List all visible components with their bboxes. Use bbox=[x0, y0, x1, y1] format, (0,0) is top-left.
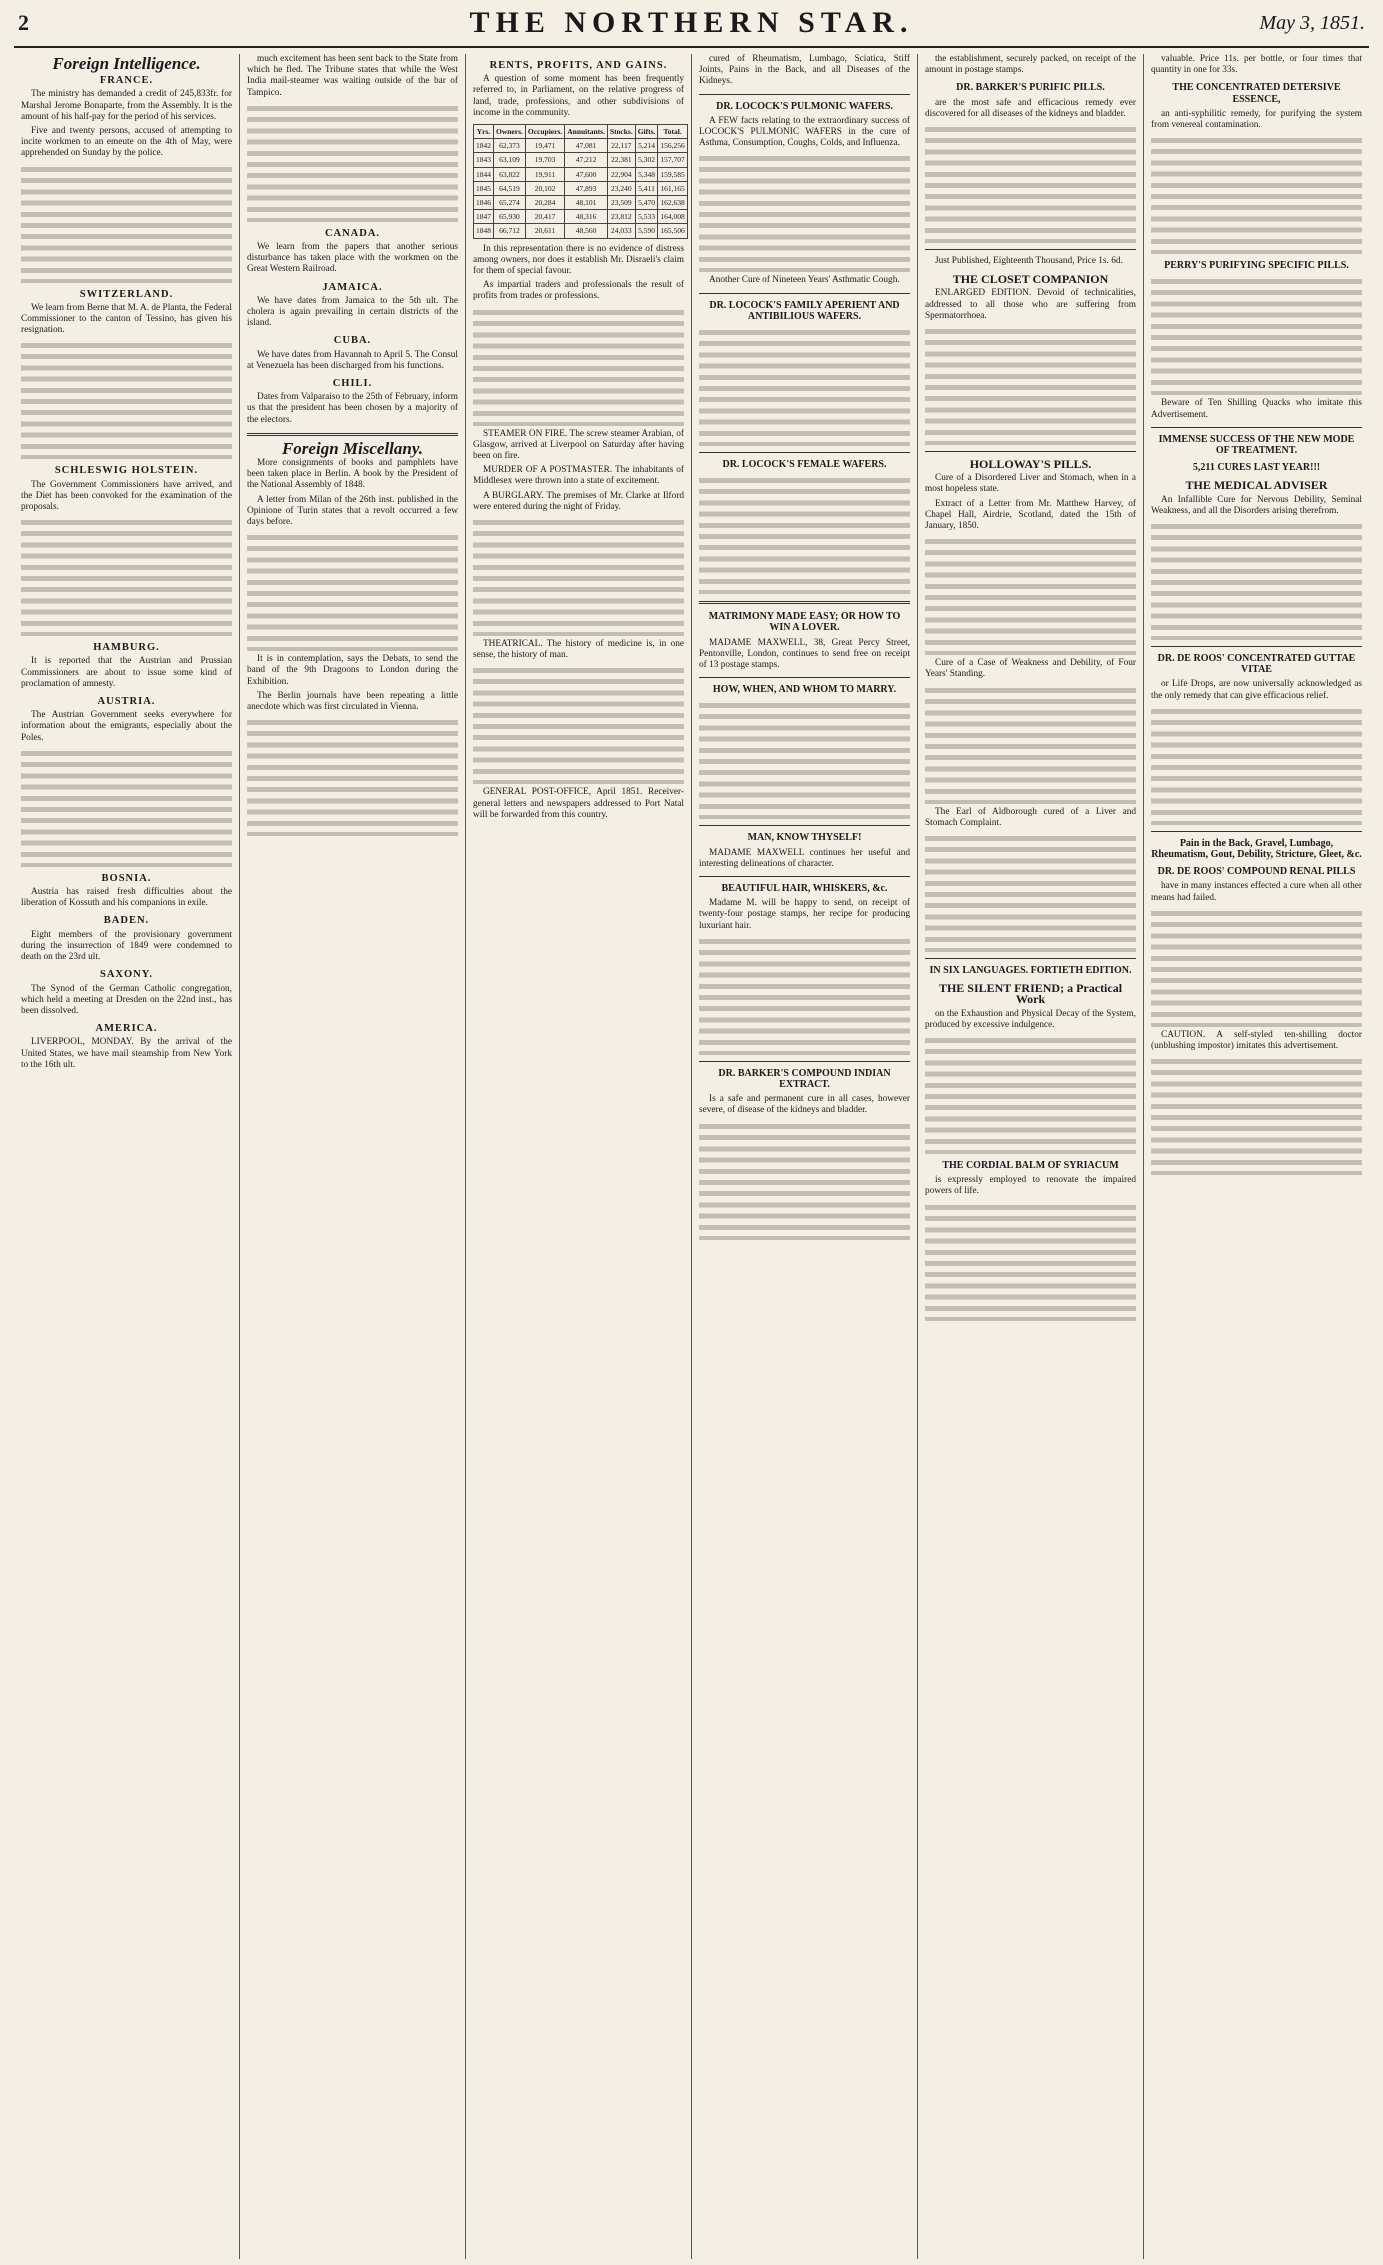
advert-paragraph: on the Exhaustion and Physical Decay of the System, produced by excessive indulgence. bbox=[925, 1008, 1136, 1030]
advert-heading-six-languages: IN SIX LANGUAGES. FORTIETH EDITION. bbox=[929, 965, 1132, 977]
article-paragraph: As impartial traders and professionals the result of profits from trades or professions. bbox=[473, 280, 684, 302]
table-cell: 164,008 bbox=[658, 210, 687, 224]
advert-heading-know-thyself: MAN, KNOW THYSELF! bbox=[747, 832, 862, 844]
heading-america: AMERICA. bbox=[95, 1023, 158, 1035]
table-cell: 22,381 bbox=[607, 153, 635, 167]
advert-heading-female-wafers: DR. LOCOCK'S FEMALE WAFERS. bbox=[722, 459, 887, 471]
table-cell: 1847 bbox=[474, 210, 494, 224]
advert-heading-immense-success: IMMENSE SUCCESS OF THE NEW MODE OF TREATMENT. bbox=[1158, 433, 1355, 457]
table-cell: 20,284 bbox=[525, 196, 564, 210]
table-cell: 162,638 bbox=[658, 196, 687, 210]
table-cell: 5,302 bbox=[635, 153, 658, 167]
advert-heading-renal-pills: DR. DE ROOS' COMPOUND RENAL PILLS bbox=[1157, 866, 1356, 878]
advert-heading-indian-extract: DR. BARKER'S COMPOUND INDIAN EXTRACT. bbox=[718, 1067, 891, 1091]
table-cell: 63,109 bbox=[494, 153, 526, 167]
table-cell: 63,822 bbox=[494, 167, 526, 181]
filler-text bbox=[1151, 907, 1362, 1027]
table-cell: 5,470 bbox=[635, 196, 658, 210]
advert-paragraph: valuable. Price 11s. per bottle, or four times that quantity in one for 33s. bbox=[1151, 54, 1362, 76]
filler-text bbox=[925, 684, 1136, 804]
table-row bbox=[474, 196, 688, 210]
advert-heading-how-to-marry: HOW, WHEN, AND WHOM TO MARRY. bbox=[712, 684, 897, 696]
heading-chili: CHILI. bbox=[332, 378, 373, 390]
table-cell: 5,533 bbox=[635, 210, 658, 224]
article-paragraph: The ministry has demanded a credit of 245,833fr. for Marshal Jerome Bonaparte, from the Assembly. It is the amount of his half-pay for the period of his services. bbox=[21, 89, 232, 122]
advert-heading-pulmonic-wafers: DR. LOCOCK'S PULMONIC WAFERS. bbox=[716, 100, 893, 112]
issue-date: May 3, 1851. bbox=[1259, 12, 1365, 34]
article-paragraph: Eight members of the provisionary government during the insurrection of 1849 were condemned to death on the 23rd ult. bbox=[21, 929, 232, 963]
advert-paragraph: Is a safe and permanent cure in all cases, however severe, of disease of the kidneys and bladder. bbox=[699, 1094, 910, 1116]
heading-canada: CANADA. bbox=[324, 227, 381, 239]
filler-text bbox=[925, 325, 1136, 445]
table-cell: 48,560 bbox=[565, 224, 608, 238]
filler-text bbox=[925, 123, 1136, 243]
table-cell: 47,600 bbox=[565, 167, 608, 181]
filler-text bbox=[699, 326, 910, 446]
table-header-cell: Annuitants. bbox=[565, 125, 608, 139]
advert-divider bbox=[925, 451, 1136, 452]
article-paragraph: GENERAL POST-OFFICE, April 1851. Receiver-general letters and newspapers addressed to Port Natal will be forwarded from this country. bbox=[473, 787, 684, 820]
table-cell: 23,240 bbox=[607, 181, 635, 195]
advert-paragraph: A FEW facts relating to the extraordinary success of LOCOCK'S PULMONIC WAFERS in the cure of Asthma, Consumption, Coughs, Colds, and Influenza. bbox=[699, 115, 910, 149]
table-cell: 159,585 bbox=[658, 167, 687, 181]
table-cell: 65,930 bbox=[494, 210, 526, 224]
heading-cuba: CUBA. bbox=[333, 335, 372, 347]
article-paragraph: A letter from Milan of the 26th inst. published in the Opinione of Turin states that a revolt occurred a few days before. bbox=[247, 494, 458, 528]
table-cell: 23,509 bbox=[607, 196, 635, 210]
article-paragraph: We learn from the papers that another serious disturbance has taken place with the workmen on the Great Western Railroad. bbox=[247, 242, 458, 275]
advert-heading-matrimony: MATRIMONY MADE EASY; OR HOW TO WIN A LOVER. bbox=[708, 611, 901, 634]
table-cell: 65,274 bbox=[494, 196, 526, 210]
advert-divider bbox=[699, 601, 910, 604]
table-cell: 1846 bbox=[474, 196, 494, 210]
article-paragraph: The Austrian Government seeks everywhere for information about the emigrants, especially about the Poles. bbox=[21, 710, 232, 743]
filler-text bbox=[699, 152, 910, 272]
advert-heading-guttae-vitae: DR. DE ROOS' CONCENTRATED GUTTAE VITAE bbox=[1157, 653, 1356, 676]
article-paragraph: In this representation there is no evidence of distress among owners, nor does it establish Mr. Disraeli's claim for them of special favour. bbox=[473, 243, 684, 277]
table-row bbox=[474, 139, 688, 153]
column-4 bbox=[692, 54, 918, 2259]
article-paragraph: A question of some moment has been frequently referred to, in Parliament, on the relative progress of land, trade, professions, and other subdivisions of income in the community. bbox=[473, 74, 684, 118]
table-header-row bbox=[474, 125, 688, 139]
filler-text bbox=[1151, 1055, 1362, 1175]
filler-text bbox=[247, 102, 458, 222]
advert-paragraph: or Life Drops, are now universally acknowledged as the only remedy that can give efficacious relief. bbox=[1151, 679, 1362, 701]
columns bbox=[14, 54, 1369, 2259]
article-paragraph: It is reported that the Austrian and Prussian Commissioners are about to issue some kind of proclamation of amnesty. bbox=[21, 656, 232, 689]
table-row bbox=[474, 210, 688, 224]
advert-divider bbox=[1151, 427, 1362, 428]
article-paragraph: We have dates from Jamaica to the 5th ult. The cholera is again prevailing in certain districts of the island. bbox=[247, 295, 458, 329]
filler-text bbox=[1151, 705, 1362, 825]
article-paragraph: Five and twenty persons, accused of attempting to incite workmen to an emeute on the 4th of May, were apprehended on Sunday by the police. bbox=[21, 126, 232, 159]
advert-divider bbox=[1151, 646, 1362, 647]
filler-text bbox=[699, 1120, 910, 1240]
table-cell: 66,712 bbox=[494, 224, 526, 238]
article-paragraph: More consignments of books and pamphlets have been taken place in Berlin. A book by the President of the National Assembly of 1848. bbox=[247, 458, 458, 491]
advert-divider bbox=[925, 958, 1136, 959]
advert-paragraph: ENLARGED EDITION. Devoid of technicalities, addressed to all those who are suffering from Spermatorrhoea. bbox=[925, 288, 1136, 321]
heading-bosnia: BOSNIA. bbox=[101, 872, 152, 884]
column-6 bbox=[1144, 54, 1369, 2259]
advert-paragraph: Extract of a Letter from Mr. Matthew Harvey, of Chapel Hall, Airdrie, Scotland, dated the 15th of January, 1850. bbox=[925, 498, 1136, 532]
table-cell: 156,256 bbox=[658, 139, 687, 153]
filler-text bbox=[925, 832, 1136, 952]
table-row bbox=[474, 167, 688, 181]
article-paragraph: THEATRICAL. The history of medicine is, in one sense, the history of man. bbox=[473, 639, 684, 661]
table-cell: 20,611 bbox=[525, 224, 564, 238]
heading-schleswig-holstein: SCHLESWIG HOLSTEIN. bbox=[54, 465, 199, 477]
advert-paragraph: Cure of a Case of Weakness and Debility, of Four Years' Standing. bbox=[925, 658, 1136, 680]
table-cell: 19,471 bbox=[525, 139, 564, 153]
table-header-cell: Yrs. bbox=[474, 125, 494, 139]
heading-france: FRANCE. bbox=[99, 75, 154, 87]
heading-switzerland: SWITZERLAND. bbox=[79, 288, 174, 300]
advert-divider bbox=[699, 825, 910, 826]
table-cell: 24,033 bbox=[607, 224, 635, 238]
article-paragraph: It is in contemplation, says the Debats, to send the band of the 9th Dragoons to London during the Exhibition. bbox=[247, 654, 458, 687]
income-table bbox=[473, 124, 688, 239]
advert-paragraph: the establishment, securely packed, on receipt of the amount in postage stamps. bbox=[925, 54, 1136, 76]
advert-divider bbox=[699, 293, 910, 294]
table-cell: 23,812 bbox=[607, 210, 635, 224]
column-5 bbox=[918, 54, 1144, 2259]
table-cell: 48,101 bbox=[565, 196, 608, 210]
table-cell: 5,590 bbox=[635, 224, 658, 238]
advert-paragraph: are the most safe and efficacious remedy ever discovered for all diseases of the kidneys and bladder. bbox=[925, 97, 1136, 119]
table-row bbox=[474, 153, 688, 167]
table-cell: 161,165 bbox=[658, 181, 687, 195]
advert-divider bbox=[1151, 831, 1362, 832]
filler-text bbox=[1151, 134, 1362, 254]
advert-paragraph: is expressly employed to renovate the impaired powers of life. bbox=[925, 1175, 1136, 1197]
filler-text bbox=[247, 531, 458, 651]
advert-heading-silent-friend: THE SILENT FRIEND; a Practical Work bbox=[938, 981, 1123, 1007]
advert-paragraph: Beware of Ten Shilling Quacks who imitate this Advertisement. bbox=[1151, 398, 1362, 420]
article-paragraph: A BURGLARY. The premises of Mr. Clarke at Ilford were entered during the night of Friday. bbox=[473, 490, 684, 512]
filler-text bbox=[21, 163, 232, 283]
advert-paragraph: The Earl of Aldborough cured of a Liver and Stomach Complaint. bbox=[925, 806, 1136, 828]
heading-hamburg: HAMBURG. bbox=[93, 642, 160, 654]
table-header-cell: Occupiers. bbox=[525, 125, 564, 139]
article-paragraph: The Synod of the German Catholic congregation, which held a meeting at Dresden on the 22nd inst., has been dissolved. bbox=[21, 983, 232, 1016]
page-number: 2 bbox=[18, 10, 29, 35]
table-cell: 47,893 bbox=[565, 181, 608, 195]
advert-paragraph: cured of Rheumatism, Lumbago, Sciatica, Stiff Joints, Pains in the Back, and all Diseases of the Kidneys. bbox=[699, 54, 910, 87]
filler-text bbox=[21, 516, 232, 636]
advert-heading-purific-pills: DR. BARKER'S PURIFIC PILLS. bbox=[956, 82, 1105, 94]
advert-heading-pain-in-back: Pain in the Back, Gravel, Lumbago, Rheumatism, Gout, Debility, Stricture, Gleet, &c. bbox=[1151, 837, 1362, 861]
column-3 bbox=[466, 54, 692, 2259]
section-divider bbox=[247, 433, 458, 436]
table-cell: 157,707 bbox=[658, 153, 687, 167]
table-cell: 5,214 bbox=[635, 139, 658, 153]
advert-heading-holloways-pills: HOLLOWAY'S PILLS. bbox=[969, 457, 1092, 472]
article-paragraph: much excitement has been sent back to the State from which he fled. The Tribune states that while the West India mail-steamer was waiting outside of the bar of Tampico. bbox=[247, 54, 458, 98]
article-paragraph: We have dates from Havannah to April 5. The Consul at Venezuela has been discharged from his functions. bbox=[247, 349, 458, 371]
filler-text bbox=[247, 716, 458, 836]
advert-heading-closet-companion: THE CLOSET COMPANION bbox=[952, 272, 1109, 287]
table-cell: 22,117 bbox=[607, 139, 635, 153]
table-row bbox=[474, 224, 688, 238]
advert-paragraph: Just Published, Eighteenth Thousand, Price 1s. 6d. bbox=[935, 256, 1123, 267]
table-cell: 62,373 bbox=[494, 139, 526, 153]
article-paragraph: MURDER OF A POSTMASTER. The inhabitants of Middlesex were thrown into a state of excitement. bbox=[473, 465, 684, 487]
advert-paragraph: Madame M. will be happy to send, on receipt of twenty-four postage stamps, her recipe for producing luxuriant hair. bbox=[699, 898, 910, 931]
heading-rents-profits-gains: RENTS, PROFITS, AND GAINS. bbox=[489, 60, 668, 71]
table-header-cell: Owners. bbox=[494, 125, 526, 139]
table-cell: 1842 bbox=[474, 139, 494, 153]
table-cell: 20,417 bbox=[525, 210, 564, 224]
table-cell: 47,081 bbox=[565, 139, 608, 153]
advert-heading-medical-adviser: THE MEDICAL ADVISER bbox=[1185, 478, 1328, 493]
table-cell: 5,411 bbox=[635, 181, 658, 195]
section-title-foreign-intelligence: Foreign Intelligence. bbox=[52, 54, 201, 73]
advert-heading-cordial-balm: THE CORDIAL BALM OF SYRIACUM bbox=[942, 1160, 1119, 1172]
advert-divider bbox=[699, 452, 910, 453]
table-cell: 19,911 bbox=[525, 167, 564, 181]
article-paragraph: Austria has raised fresh difficulties about the liberation of Kossuth and his companions in exile. bbox=[21, 887, 232, 909]
advert-paragraph: an anti-syphilitic remedy, for purifying the system from venereal contamination. bbox=[1151, 108, 1362, 131]
table-cell: 1848 bbox=[474, 224, 494, 238]
table-cell: 1845 bbox=[474, 181, 494, 195]
filler-text bbox=[473, 664, 684, 784]
table-cell: 20,102 bbox=[525, 181, 564, 195]
filler-text bbox=[1151, 520, 1362, 640]
filler-text bbox=[699, 474, 910, 594]
table-cell: 48,316 bbox=[565, 210, 608, 224]
advert-divider bbox=[699, 94, 910, 95]
section-title-foreign-miscellany: Foreign Miscellany. bbox=[281, 438, 424, 458]
table-cell: 47,212 bbox=[565, 153, 608, 167]
heading-baden: BADEN. bbox=[103, 915, 150, 927]
table-cell: 5,348 bbox=[635, 167, 658, 181]
table-cell: 1844 bbox=[474, 167, 494, 181]
filler-text bbox=[925, 1201, 1136, 1321]
table-header-cell: Total. bbox=[658, 125, 687, 139]
advert-heading-perrys-pills: PERRY'S PURIFYING SPECIFIC PILLS. bbox=[1164, 260, 1349, 272]
advert-paragraph: MADAME MAXWELL, 38, Great Percy Street, Pentonville, London, continues to send free on receipt of 13 postage stamps. bbox=[699, 637, 910, 671]
newspaper-title: THE NORTHERN STAR. bbox=[469, 6, 914, 39]
advert-divider bbox=[699, 1061, 910, 1062]
table-header-cell: Stocks. bbox=[607, 125, 635, 139]
advert-paragraph: MADAME MAXWELL continues her useful and interesting delineations of character. bbox=[699, 847, 910, 869]
filler-text bbox=[21, 747, 232, 867]
advert-paragraph: have in many instances effected a cure when all other means had failed. bbox=[1151, 881, 1362, 903]
advert-heading-detersive-essence: THE CONCENTRATED DETERSIVE ESSENCE, bbox=[1172, 82, 1341, 105]
advert-divider bbox=[699, 677, 910, 678]
heading-jamaica: JAMAICA. bbox=[322, 281, 383, 293]
filler-text bbox=[699, 935, 910, 1055]
advert-paragraph: CAUTION. A self-styled ten-shilling doctor (unblushing impostor) imitates this advertisement. bbox=[1151, 1029, 1362, 1052]
filler-text bbox=[473, 516, 684, 636]
table-header-cell: Gifts. bbox=[635, 125, 658, 139]
filler-text bbox=[699, 699, 910, 819]
filler-text bbox=[925, 1034, 1136, 1154]
filler-text bbox=[1151, 275, 1362, 395]
column-1 bbox=[14, 54, 240, 2259]
filler-text bbox=[925, 535, 1136, 655]
advert-divider bbox=[699, 876, 910, 877]
article-paragraph: LIVERPOOL, MONDAY. By the arrival of the United States, we have mail steamship from New York to the 16th ult. bbox=[21, 1037, 232, 1070]
column-2 bbox=[240, 54, 466, 2259]
heading-saxony: SAXONY. bbox=[100, 969, 153, 981]
advert-paragraph: An Infallible Cure for Nervous Debility, Seminal Weakness, and all the Disorders arising therefrom. bbox=[1151, 494, 1362, 516]
advert-paragraph: Cure of a Disordered Liver and Stomach, when in a most hopeless state. bbox=[925, 473, 1136, 495]
advert-cures-count: 5,211 CURES LAST YEAR!!! bbox=[1192, 462, 1321, 474]
table-body bbox=[474, 139, 688, 238]
advert-heading-family-aperient: DR. LOCOCK'S FAMILY APERIENT AND ANTIBILIOUS WAFERS. bbox=[709, 299, 900, 322]
table-cell: 22,904 bbox=[607, 167, 635, 181]
article-paragraph: Dates from Valparaiso to the 25th of February, inform us that the president has been chosen by a majority of the electors. bbox=[247, 392, 458, 425]
table-cell: 165,506 bbox=[658, 224, 687, 238]
table-cell: 19,703 bbox=[525, 153, 564, 167]
advert-divider bbox=[925, 249, 1136, 250]
masthead bbox=[14, 0, 1369, 48]
advert-heading-beautiful-hair: BEAUTIFUL HAIR, WHISKERS, &c. bbox=[721, 883, 888, 895]
article-paragraph: STEAMER ON FIRE. The screw steamer Arabian, of Glasgow, arrived at Liverpool on Saturday after having been on fire. bbox=[473, 428, 684, 462]
filler-text bbox=[21, 339, 232, 459]
table-cell: 64,519 bbox=[494, 181, 526, 195]
article-paragraph: The Government Commissioners have arrived, and the Diet has been convoked for the examination of the proposals. bbox=[21, 479, 232, 513]
article-paragraph: The Berlin journals have been repeating a little anecdote which was first circulated in Vienna. bbox=[247, 690, 458, 713]
article-paragraph: We learn from Berne that M. A. de Planta, the Federal Commissioner to the canton of Tessino, has given his resignation. bbox=[21, 302, 232, 336]
filler-text bbox=[473, 306, 684, 426]
heading-austria: AUSTRIA. bbox=[97, 696, 156, 708]
advert-paragraph: Another Cure of Nineteen Years' Asthmatic Cough. bbox=[709, 275, 900, 286]
table-cell: 1843 bbox=[474, 153, 494, 167]
table-row bbox=[474, 181, 688, 195]
